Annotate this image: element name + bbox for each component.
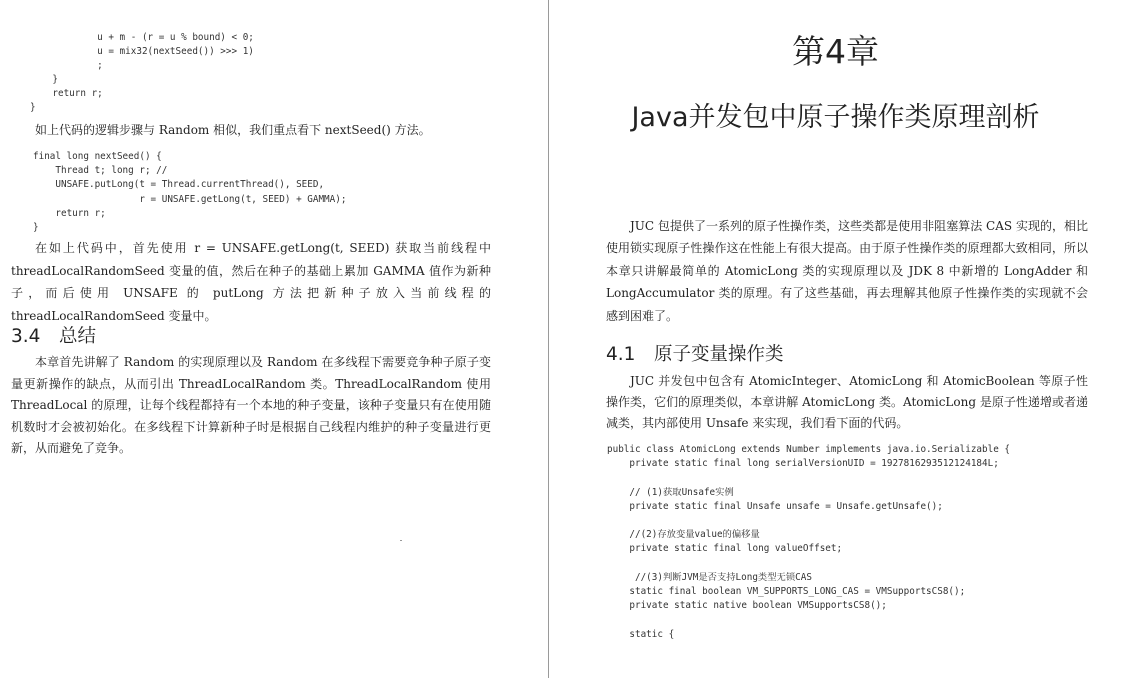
scan-speck bbox=[400, 540, 402, 541]
section-number: 3.4 bbox=[11, 326, 41, 347]
chapter-number: 第4章 bbox=[792, 32, 879, 71]
paragraph-chapter-summary: 本章首先讲解了 Random 的实现原理以及 Random 在多线程下需要竞争种子原子变量更新操作的缺点，从而引出 ThreadLocalRandom 类。ThreadLocalRandom 使用 ThreadLocal 的原理，让每个线程都持有一个本地的种子变量，该种子变量只有在使用随机数时才会被初始化。在多线程下计算新种子时是根据自己线程内维护的种子变量进行更新，从而避免了竞争。 bbox=[11, 355, 491, 455]
chapter-title: Java并发包中原子操作类原理剖析 bbox=[631, 102, 1040, 133]
section-title: 总结 bbox=[59, 326, 97, 347]
section-title: 原子变量操作类 bbox=[654, 344, 784, 365]
book-spine-divider bbox=[548, 0, 549, 678]
paragraph-nextseed-intro: 如上代码的逻辑步骤与 Random 相似，我们重点看下 nextSeed() 方法。 bbox=[35, 123, 431, 137]
chapter-intro-paragraph: JUC 包提供了一系列的原子性操作类，这些类都是使用非阻塞算法 CAS 实现的，相比使用锁实现原子性操作这在性能上有很大提高。由于原子性操作类的原理都大致相同，所以本章只讲解最简单的 AtomicLong 类的实现原理以及 JDK 8 中新增的 LongAdder 和 LongAccumulator 类的原理。有了这些基础，再去理解其他原子性操作类的实现就不会感到困难了。 bbox=[606, 219, 1088, 323]
code-block-nextseed: final long nextSeed() { Thread t; long r; // UNSAFE.putLong(t = Thread.currentThread(), SEED, r = UNSAFE.getLong(t, SEED) + GAMMA); return r; } bbox=[33, 151, 347, 234]
section-heading-4-1 bbox=[606, 340, 784, 366]
left-page bbox=[0, 0, 548, 678]
right-page bbox=[550, 0, 1121, 678]
code-block-random-tail: u + m - (r = u % bound) < 0; u = mix32(nextSeed()) >>> 1) ; } return r; } bbox=[30, 32, 254, 113]
section-number: 4.1 bbox=[606, 344, 636, 365]
paragraph-atomic-classes: JUC 并发包中包含有 AtomicInteger、AtomicLong 和 AtomicBoolean 等原子性操作类，它们的原理类似，本章讲解 AtomicLong 类。AtomicLong 是原子性递增或者递减类，其内部使用 Unsafe 来实现，我们看下面的代码。 bbox=[606, 374, 1088, 430]
section-heading-3-4 bbox=[11, 322, 96, 348]
code-block-atomiclong: public class AtomicLong extends Number implements java.io.Serializable { private static final long serialVersionUID = 1927816293512124184L; // (1)获取Unsafe实例 private static final Unsafe unsafe = Unsafe.getUnsafe(); //(2)存放变量value的偏移量 private static final long valueOffset; //(3)判断JVM是否支持Long类型无锁CAS static final boolean VM_SUPPORTS_LONG_CAS = VMSupportsCS8(); private static native boolean VMSupportsCS8(); static { bbox=[607, 444, 1010, 640]
paragraph-nextseed-explanation: 在如上代码中，首先使用 r = UNSAFE.getLong(t, SEED) 获取当前线程中 threadLocalRandomSeed 变量的值，然后在种子的基础上累加 GAMMA 值作为新种子，而后使用 UNSAFE 的 putLong 方法把新种子放入当前线程的 threadLocalRandomSeed 变量中。 bbox=[11, 241, 491, 323]
